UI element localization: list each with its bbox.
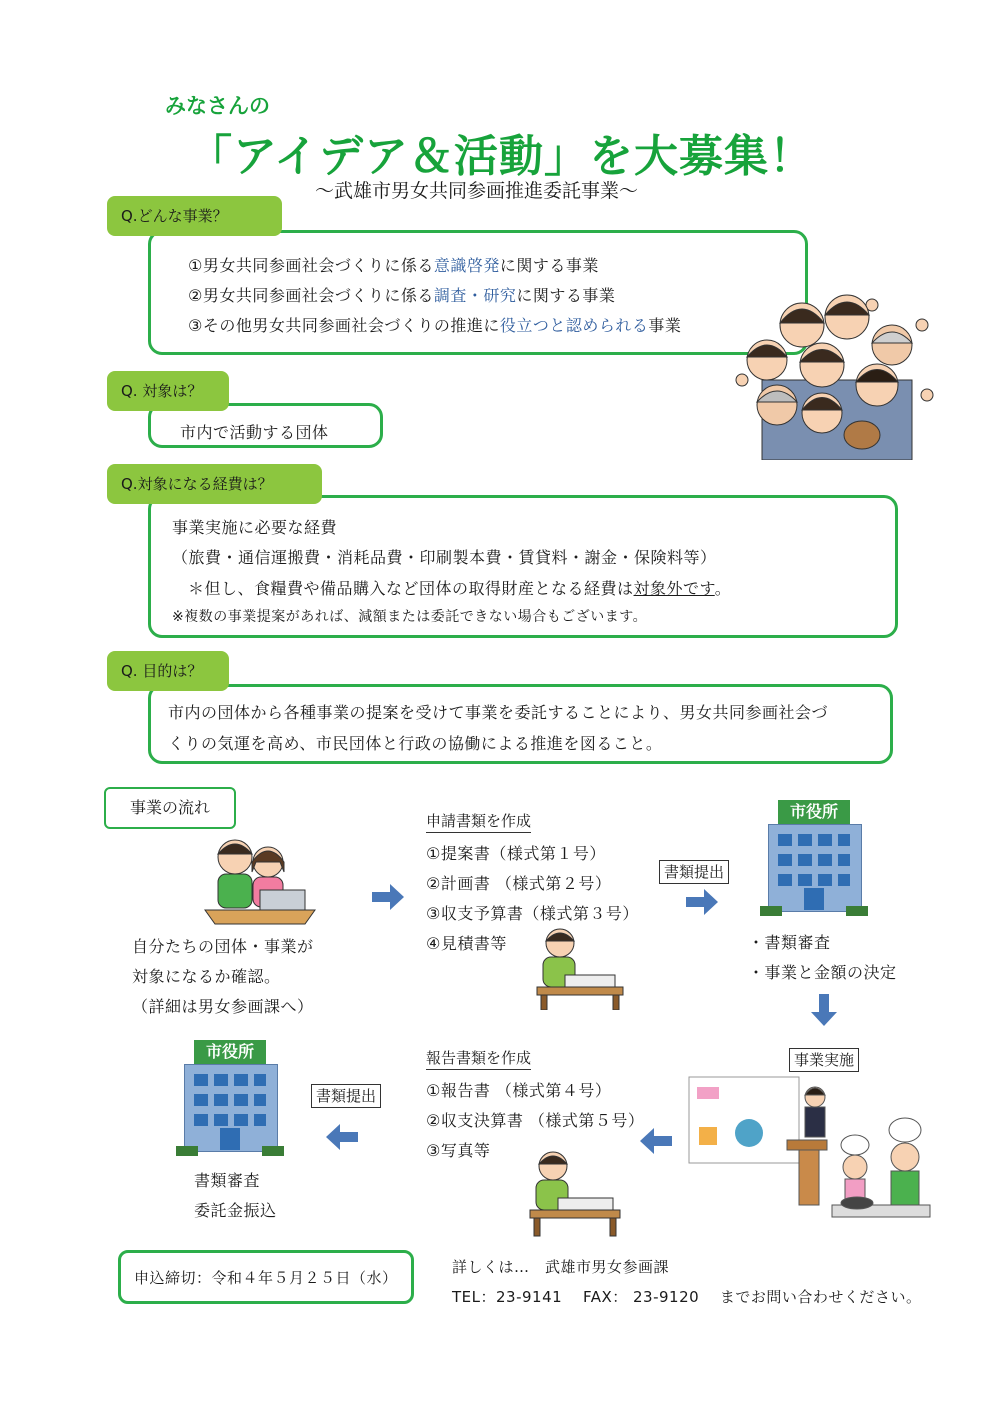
q4-label: Q. 目的は？ xyxy=(107,651,229,691)
apply-item-3: ③収支予算書（様式第３号） xyxy=(426,904,639,923)
cheering-people-illustration xyxy=(722,285,944,460)
implement-label: 事業実施 xyxy=(789,1048,859,1072)
step1-line-1: 自分たちの団体・事業が xyxy=(132,937,314,956)
q3-line-1: 事業実施に必要な経費 xyxy=(172,518,338,537)
q3-line-2: （旅費・通信運搬費・消耗品費・印刷製本費・賃貸料・謝金・保険料等） xyxy=(172,548,717,567)
contact-line-2: TEL：23-9141 FAX： 23-9120 までお問い合わせください。 xyxy=(452,1288,922,1306)
apply-item-4: ④見積書等 xyxy=(426,934,507,953)
writing-person-illustration xyxy=(535,925,625,1010)
q3-label: Q.対象になる経費は？ xyxy=(107,464,322,504)
city-hall-sign-2: 市役所 xyxy=(194,1040,266,1064)
review1-line-1: ・書類審査 xyxy=(748,933,831,952)
q4-line-1: 市内の団体から各種事業の提案を受けて事業を委託することにより、男女共同参画社会づ xyxy=(168,703,829,722)
page-subtitle: ～武雄市男女共同参画推進委託事業～ xyxy=(315,180,639,202)
q2-answer: 市内で活動する団体 xyxy=(180,423,329,442)
arrow-right-1 xyxy=(372,884,404,910)
writing-person-illustration-2 xyxy=(528,1148,623,1238)
report-item-1: ①報告書 （様式第４号） xyxy=(426,1081,612,1100)
report-item-2: ②収支決算書 （様式第５号） xyxy=(426,1111,645,1130)
q4-line-2: くりの気運を高め、市民団体と行政の協働による推進を図ること。 xyxy=(168,734,663,753)
couple-laptop-illustration xyxy=(200,832,320,927)
report-item-3: ③写真等 xyxy=(426,1141,491,1160)
pre-title: みなさんの xyxy=(165,94,270,118)
apply-title: 申請書類を作成 xyxy=(426,810,531,833)
city-hall-sign-1: 市役所 xyxy=(778,800,850,824)
q2-label: Q. 対象は？ xyxy=(107,371,229,411)
apply-item-2: ②計画書 （様式第２号） xyxy=(426,874,612,893)
q1-item-1: ①男女共同参画社会づくりに係る意識啓発に関する事業 xyxy=(188,256,599,275)
presentation-cooking-illustration xyxy=(687,1075,932,1240)
city-hall-building-1 xyxy=(760,800,880,918)
deadline-text: 申込締切：令和４年５月２５日（水） xyxy=(134,1269,398,1287)
step1-line-2: 対象になるか確認。 xyxy=(132,967,281,986)
report-title: 報告書類を作成 xyxy=(426,1047,531,1070)
review2-line-2: 委託金振込 xyxy=(194,1201,277,1220)
contact-line-1: 詳しくは… 武雄市男女参画課 xyxy=(452,1258,670,1276)
q1-label: Q.どんな事業？ xyxy=(107,196,282,236)
arrow-down xyxy=(811,994,837,1026)
page-title: 「アイデア＆活動」を大募集！ xyxy=(188,131,815,182)
city-hall-building-2 xyxy=(176,1040,296,1158)
review1-line-2: ・事業と金額の決定 xyxy=(748,963,897,982)
q3-note: ※複数の事業提案があれば、減額または委託できない場合もございます。 xyxy=(172,609,648,625)
arrow-left-1 xyxy=(640,1128,672,1154)
step1-line-3: （詳細は男女参画課へ） xyxy=(132,997,314,1016)
q3-line-3: ＊但し、食糧費や備品購入など団体の取得財産となる経費は対象外です。 xyxy=(188,579,732,598)
submit-label-2: 書類提出 xyxy=(311,1084,381,1108)
submit-label-1: 書類提出 xyxy=(659,860,729,884)
apply-item-1: ①提案書（様式第１号） xyxy=(426,844,606,863)
flow-label: 事業の流れ xyxy=(104,787,236,829)
arrow-left-2 xyxy=(326,1124,358,1150)
arrow-right-2 xyxy=(686,889,718,915)
q1-item-3: ③その他男女共同参画社会づくりの推進に役立つと認められる事業 xyxy=(188,316,682,335)
q1-item-2: ②男女共同参画社会づくりに係る調査・研究に関する事業 xyxy=(188,286,616,305)
review2-line-1: 書類審査 xyxy=(194,1171,261,1190)
